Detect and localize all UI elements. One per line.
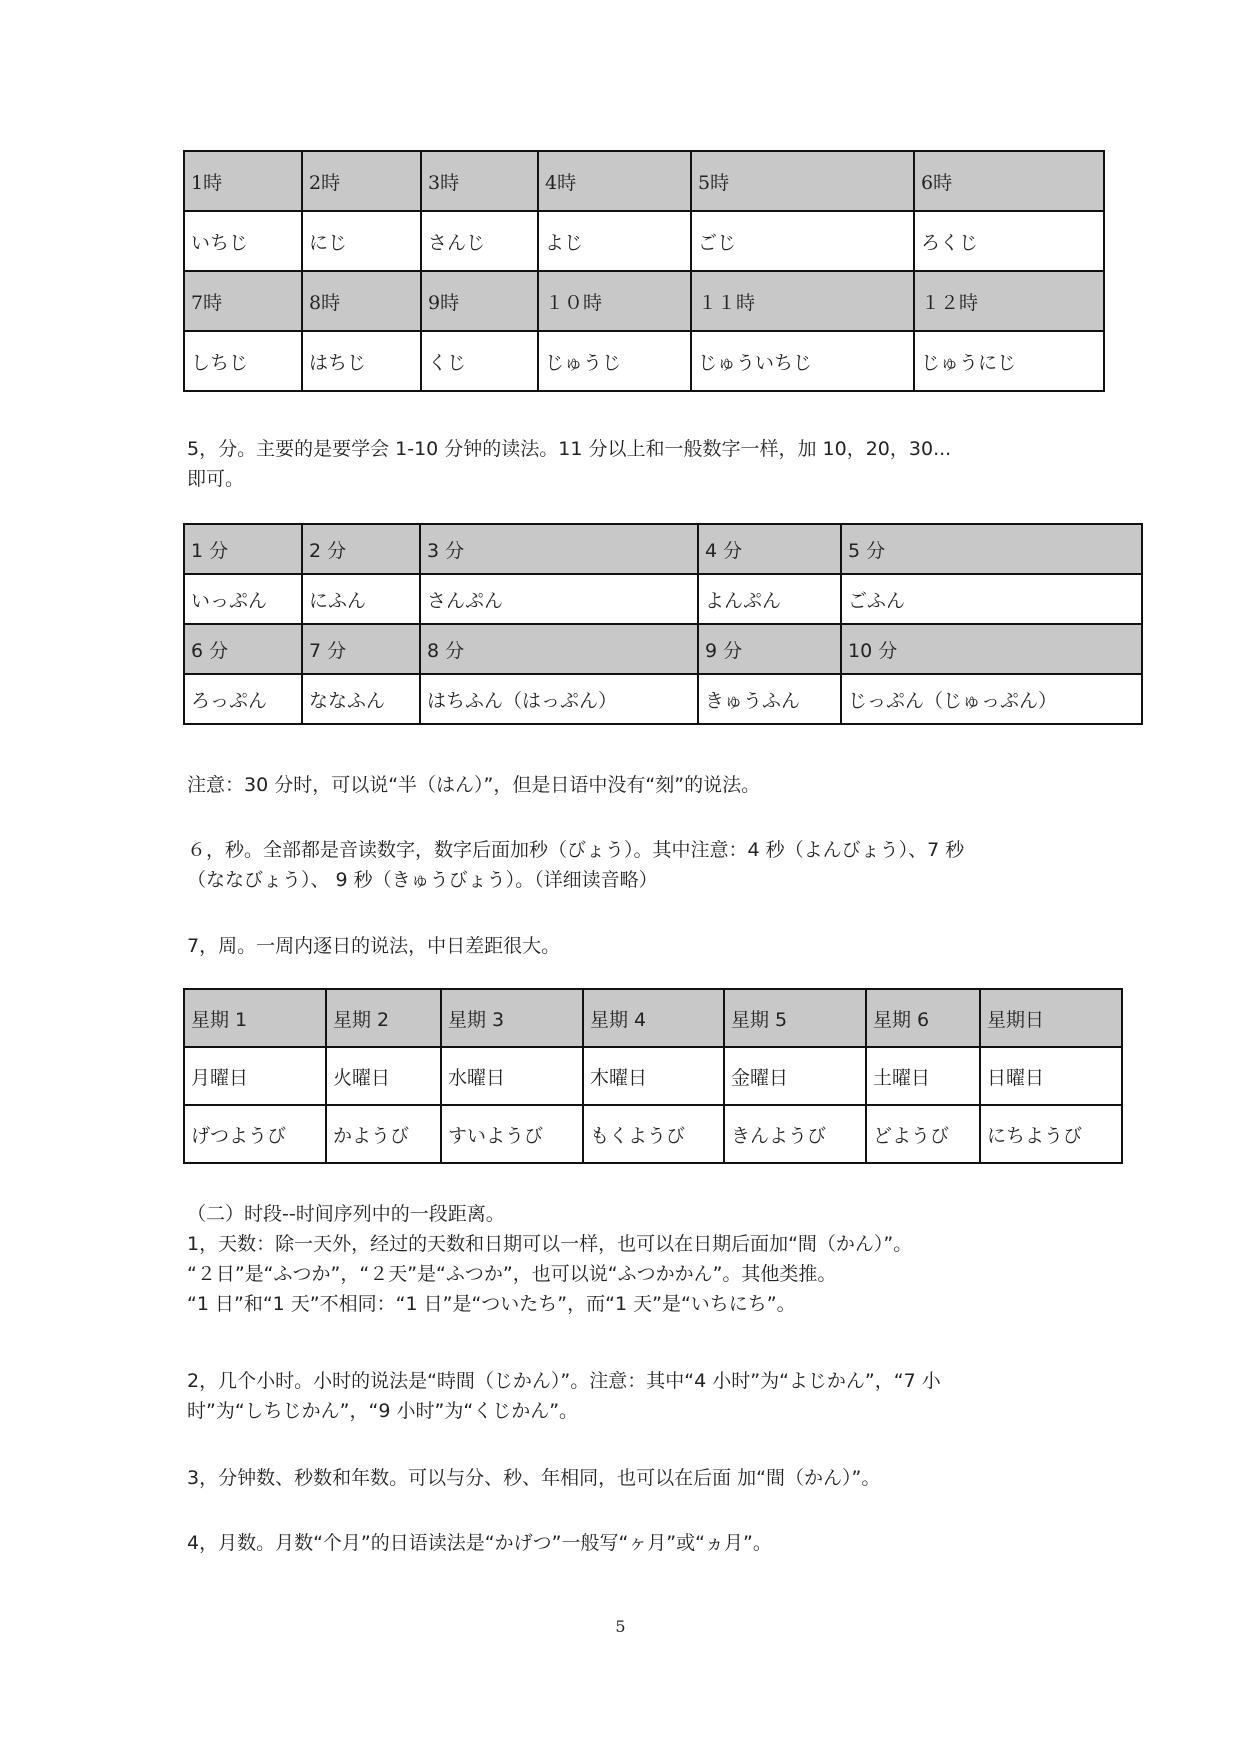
paragraph-line: 5，分。主要的是要学会 1-10 分钟的读法。11 分以上和一般数字一样，加 10，20，30... <box>187 438 952 460</box>
table-cell: にじ <box>302 211 421 271</box>
table-row <box>184 1047 1122 1105</box>
week-paragraph: 7，周。一周内逐日的说法，中日差距很大。 <box>187 935 561 957</box>
table-row <box>184 989 1122 1047</box>
table-cell: にちようび <box>980 1105 1122 1163</box>
weekday-table <box>183 988 1123 1164</box>
table-cell: １１時 <box>691 271 914 331</box>
table-row <box>184 524 1142 574</box>
table-cell: どようび <box>866 1105 980 1163</box>
table-cell: はちふん（はっぷん） <box>420 674 698 724</box>
table-cell: じゅういちじ <box>691 331 914 391</box>
table-cell: きんようび <box>724 1105 866 1163</box>
table-cell: 4時 <box>538 151 691 211</box>
table-cell: げつようび <box>184 1105 326 1163</box>
table-cell: 6時 <box>914 151 1104 211</box>
months-paragraph: 4，月数。月数“个月”的日语读法是“かげつ”一般写“ヶ月”或“ヵ月”。 <box>187 1532 772 1554</box>
table-row <box>184 331 1104 391</box>
paragraph-line: ６，秒。全部都是音读数字，数字后面加秒（びょう）。其中注意：4 秒（よんびょう）、7 秒 <box>187 839 965 861</box>
table-cell: 1時 <box>184 151 302 211</box>
paragraph-line: 时”为“しちじかん”，“9 小时”为“くじかん”。 <box>187 1400 579 1422</box>
table-cell: もくようび <box>583 1105 724 1163</box>
table-cell: １２時 <box>914 271 1104 331</box>
table-row <box>184 151 1104 211</box>
table-cell: じっぷん（じゅっぷん） <box>841 674 1142 724</box>
table-cell: 金曜日 <box>724 1047 866 1105</box>
table-cell: 星期 5 <box>724 989 866 1047</box>
table-cell: 2 分 <box>302 524 420 574</box>
table-row <box>184 624 1142 674</box>
duration-section <box>187 1199 1067 1319</box>
table-cell: さんじ <box>421 211 538 271</box>
table-cell: はちじ <box>302 331 421 391</box>
table-cell: 星期 1 <box>184 989 326 1047</box>
table-cell: かようび <box>326 1105 441 1163</box>
hours-paragraph <box>187 1366 1067 1426</box>
table-cell: じゅうじ <box>538 331 691 391</box>
paragraph-line: 即可。 <box>187 468 245 490</box>
table-cell: 7時 <box>184 271 302 331</box>
table-cell: きゅうふん <box>698 674 841 724</box>
table-cell: 5時 <box>691 151 914 211</box>
table-cell: 6 分 <box>184 624 302 674</box>
hours-table <box>183 150 1105 392</box>
page-number: 5 <box>615 1617 626 1636</box>
table-cell: にふん <box>302 574 420 624</box>
table-cell: 7 分 <box>302 624 420 674</box>
table-cell: じゅうにじ <box>914 331 1104 391</box>
seconds-paragraph <box>187 835 1067 895</box>
table-cell: 5 分 <box>841 524 1142 574</box>
table-cell: ろくじ <box>914 211 1104 271</box>
table-cell: 水曜日 <box>441 1047 583 1105</box>
paragraph-line: 2，几个小时。小时的说法是“時間（じかん）”。注意：其中“4 小时”为“よじかん”，“7 小 <box>187 1370 941 1392</box>
table-cell: 木曜日 <box>583 1047 724 1105</box>
minutes-paragraph <box>187 434 1067 494</box>
table-cell: 8 分 <box>420 624 698 674</box>
note-thirty-minutes: 注意：30 分时，可以说“半（はん）”，但是日语中没有“刻”的说法。 <box>187 774 761 796</box>
table-cell: くじ <box>421 331 538 391</box>
table-cell: ごふん <box>841 574 1142 624</box>
minutes-table <box>183 523 1143 725</box>
table-cell: すいようび <box>441 1105 583 1163</box>
table-cell: さんぷん <box>420 574 698 624</box>
table-row <box>184 271 1104 331</box>
table-cell: 星期 6 <box>866 989 980 1047</box>
table-cell: 2時 <box>302 151 421 211</box>
section-heading: （二）时段--时间序列中的一段距离。 <box>187 1203 505 1225</box>
table-row <box>184 1105 1122 1163</box>
table-cell: 3 分 <box>420 524 698 574</box>
paragraph-line: “２日”是“ふつか”，“２天”是“ふつか”，也可以说“ふつかかん”。其他类推。 <box>187 1263 837 1285</box>
table-cell: しちじ <box>184 331 302 391</box>
table-cell: 3時 <box>421 151 538 211</box>
table-cell: 9 分 <box>698 624 841 674</box>
table-cell: 9時 <box>421 271 538 331</box>
table-cell: ろっぷん <box>184 674 302 724</box>
table-cell: いっぷん <box>184 574 302 624</box>
table-row <box>184 211 1104 271</box>
table-cell: 8時 <box>302 271 421 331</box>
table-cell: 4 分 <box>698 524 841 574</box>
table-cell: １０時 <box>538 271 691 331</box>
table-cell: ごじ <box>691 211 914 271</box>
table-cell: 土曜日 <box>866 1047 980 1105</box>
table-cell: 星期 3 <box>441 989 583 1047</box>
table-cell: よじ <box>538 211 691 271</box>
table-cell: 月曜日 <box>184 1047 326 1105</box>
table-row <box>184 674 1142 724</box>
table-cell: 星期 4 <box>583 989 724 1047</box>
table-cell: ななふん <box>302 674 420 724</box>
table-cell: 1 分 <box>184 524 302 574</box>
table-row <box>184 574 1142 624</box>
table-cell: いちじ <box>184 211 302 271</box>
table-cell: 星期 2 <box>326 989 441 1047</box>
paragraph-line: “1 日”和“1 天”不相同：“1 日”是“ついたち”，而“1 天”是“いちにち”。 <box>187 1293 796 1315</box>
min-sec-year-paragraph: 3，分钟数、秒数和年数。可以与分、秒、年相同，也可以在后面 加“間（かん）”。 <box>187 1467 881 1489</box>
paragraph-line: 1，天数：除一天外，经过的天数和日期可以一样，也可以在日期后面加“間（かん）”。 <box>187 1233 913 1255</box>
paragraph-line: （ななびょう）、 9 秒（きゅうびょう）。（详细读音略） <box>187 869 658 891</box>
table-cell: よんぷん <box>698 574 841 624</box>
table-cell: 火曜日 <box>326 1047 441 1105</box>
table-cell: 星期日 <box>980 989 1122 1047</box>
table-cell: 日曜日 <box>980 1047 1122 1105</box>
table-cell: 10 分 <box>841 624 1142 674</box>
